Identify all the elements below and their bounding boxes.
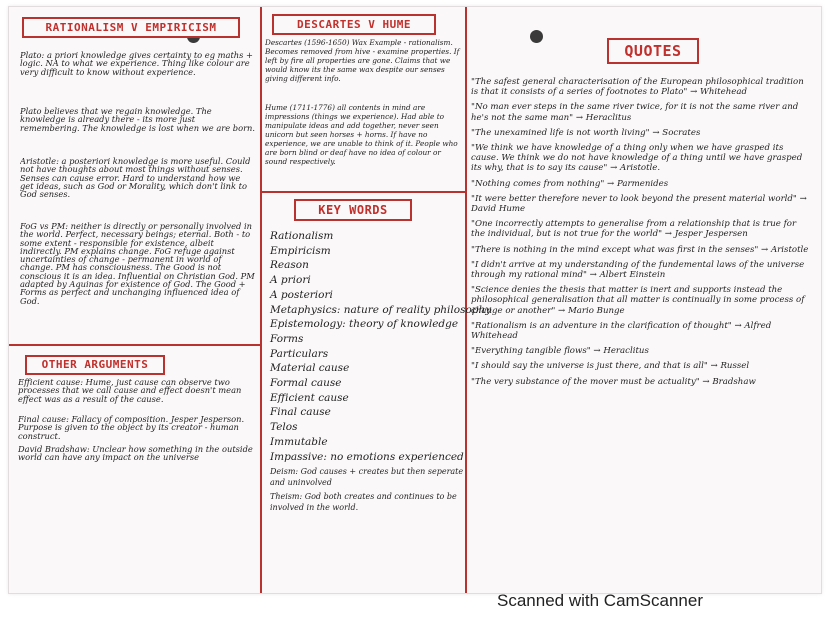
rationalism-empiricism-body — [20, 51, 256, 350]
rationalism-empiricism-title: RATIONALISM V EMPIRICISM — [22, 17, 240, 38]
key-word-item: Forms — [270, 332, 304, 345]
other-arguments-paragraph: Final cause: Fallacy of composition. Jesper Jesperson. Purpose is given to the object by its creator - human construct. — [18, 415, 245, 441]
quote-item: "Everything tangible flows" → Heraclitus — [471, 346, 649, 357]
other-arguments-body — [18, 378, 256, 478]
quote-item: "There is nothing in the mind except what was first in the senses" → Aristotle — [471, 244, 809, 255]
descartes-paragraph: Descartes (1596-1650) Wax Example - rationalism. Becomes removed from hive - examine properties. If left by fire all properties are gone. Claims that we would know its the same wax despite our senses giving different info. — [265, 38, 460, 83]
key-word-item: Impassive: no emotions experienced — [270, 450, 464, 463]
descartes-hume-title: DESCARTES V HUME — [272, 14, 436, 35]
divider-left — [260, 7, 262, 593]
quote-item: "We think we have knowledge of a thing only when we have grasped its cause. We think we do not have knowledge of a thing until we have grasped its why, that is to say its cause" → Aristotle. — [471, 143, 803, 174]
quote-item: "I should say the universe is just there, and that is all" → Russel — [471, 361, 750, 372]
quote-item: "The unexamined life is not worth living" → Socrates — [471, 127, 701, 138]
key-word-item: Deism: God causes + creates but then seperate and uninvolved — [270, 467, 464, 488]
key-word-item: Epistemology: theory of knowledge — [270, 318, 459, 331]
key-word-item: Final cause — [270, 406, 331, 419]
other-arguments-paragraph: David Bradshaw: Unclear how something in the outside world can have any impact on the universe — [18, 445, 253, 463]
key-word-item: Particulars — [270, 347, 329, 360]
key-word-item: Metaphysics: nature of reality philosophy — [270, 303, 492, 316]
poster-sheet — [8, 6, 822, 594]
hume-paragraph: Hume (1711-1776) all contents in mind are impressions (things we experience). Had able to manipulate ideas and add together, never seen unicorn but seen horses + horns. If have no experience, we are unable to think of it. People who are born blind or deaf have no idea of colour or sound respectively. — [265, 103, 458, 166]
other-arguments-title: OTHER ARGUMENTS — [25, 355, 165, 375]
quote-item: "Science denies the thesis that matter is inert and supports instead the philosophical generalisation that all matter is continually in some process of change or another" → Mario Bunge — [471, 285, 805, 316]
camscanner-watermark: Scanned with CamScanner — [497, 591, 704, 610]
other-arguments-paragraph: Efficient cause: Hume, just cause can observe two processes that we call cause and effect doesn't mean effect was as a result of the cause. — [18, 378, 242, 404]
key-word-item: Formal cause — [270, 377, 342, 390]
key-word-item: A posteriori — [270, 288, 333, 301]
quote-item: "The very substance of the mover must be actuality" → Bradshaw — [471, 376, 756, 387]
divider-middle-horizontal — [261, 191, 466, 193]
quote-item: "Nothing comes from nothing" → Parmenides — [471, 178, 669, 189]
key-word-item: Material cause — [270, 362, 350, 375]
quote-item: "Rationalism is an adventure in the clarification of thought" → Alfred Whitehead — [471, 320, 772, 342]
quote-item: "I didn't arrive at my understanding of the fundemental laws of the universe through my rational mind" → Albert Einstein — [471, 259, 805, 281]
key-word-item: Rationalism — [270, 230, 334, 242]
key-word-item: Theism: God both creates and continues to be involved in the world. — [270, 492, 457, 513]
rationalism-paragraph: Plato believes that we regain knowledge. The knowledge is already there - its more just remembering. The knowledge is lost when we are born. — [20, 107, 256, 133]
key-word-item: Empiricism — [270, 244, 331, 257]
key-word-item: Efficient cause — [270, 391, 349, 404]
key-words-title: KEY WORDS — [294, 199, 412, 221]
quotes-title: QUOTES — [607, 38, 699, 64]
rationalism-paragraph: Aristotle: a posteriori knowledge is more useful. Could not have thoughts about most things without senses. Senses can cause error. Hard to understand how we get ideas, such as God or Morality, which don't link to God senses. — [20, 157, 251, 200]
quote-item: "It were better therefore never to look beyond the present material world" → David Hume — [471, 193, 807, 215]
key-words-list — [270, 229, 492, 516]
quote-item: "One incorrectly attempts to generalise from a relationship that is true for the individual, but is not true for the world" → Jesper Jespersen — [471, 219, 797, 240]
key-word-item: Immutable — [270, 435, 328, 448]
key-word-item: Reason — [270, 259, 309, 272]
rationalism-paragraph: FoG vs PM: neither is directly or personally involved in the world. Perfect, necessary beings; eternal. Both - to some extent - responsible for existence, albeit indirectly. PM explains change. FoG refuge against uncertainties of change - permanent in world of change. PM has consciousness. The Good is not conscious it is an idea. Influential on Christian God. PM adapted by Aquinas for existence of God. The Good + Forms as perfect and unchanging influenced idea of God. — [20, 222, 255, 306]
quotes-list — [471, 77, 811, 392]
descartes-hume-body — [265, 38, 465, 184]
key-word-item: Telos — [270, 421, 298, 434]
quote-item: "The safest general characterisation of the European philosophical tradition is that it consists of a series of footnotes to Plato" → Whitehead — [471, 77, 804, 98]
punch-hole-right — [530, 30, 543, 43]
quote-item: "No man ever steps in the same river twice, for it is not the same river and he's not the same man" → Heraclitus — [471, 102, 799, 123]
rationalism-paragraph: Plato: a priori knowledge gives certainty to eg maths + logic. NA to what we experience. Thing like colour are very difficult to know without experience. — [20, 51, 253, 77]
key-word-item: A priori — [270, 274, 311, 287]
